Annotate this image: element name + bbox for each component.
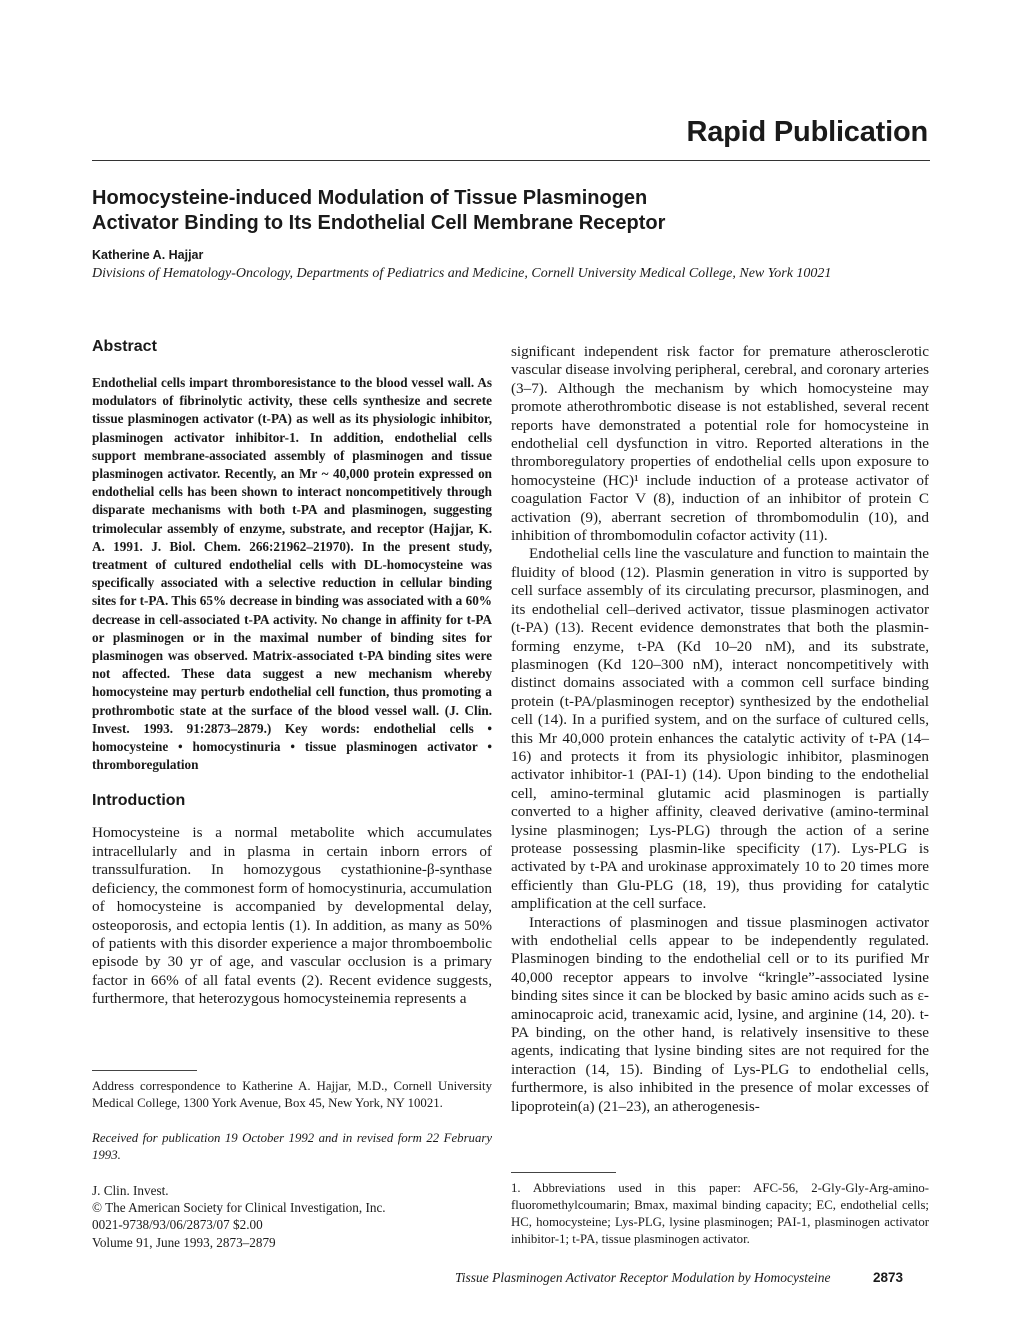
author-name: Katherine A. Hajjar [92, 248, 204, 262]
journal-name: J. Clin. Invest. [92, 1183, 169, 1198]
abstract-text: Endothelial cells impart thromboresistance to the blood vessel wall. As modulators of fibrinolytic activity, these cells synthesize and secrete tissue plasminogen activator (t-PA) as well as its physiologic inhibitor, plasminogen activator inhibitor-1. In addition, endothelial cells support membrane-associated assembly of plasminogen and tissue plasminogen activator. Recently, an Mr ~ 40,000 protein expressed on endothelial cells has been shown to interact noncompetitively through disparate mechanisms with both t-PA and plasminogen, suggesting trimolecular assembly of enzyme, substrate, and receptor (Hajjar, K. A. 1991. J. Biol. Chem. 266:21962–21970). In the present study, treatment of cultured endothelial cells with DL-homocysteine was specifically associated with a selective reduction in cellular binding sites for t-PA. This 65% decrease in binding was associated with a 60% decrease in cell-associated t-PA activity. No change in affinity for t-PA or plasminogen or in the maximal number of binding sites for plasminogen was observed. Matrix-associated t-PA binding sites were not affected. These data suggest a new mechanism whereby homocysteine may perturb endothelial cell function, thus promoting a prothrombotic state at the surface of the blood vessel wall. (J. Clin. Invest. 1993. 91:2873–2879.) Key words: endothelial cells • homocysteine • homocystinuria • tissue plasminogen activator • thromboregulation [92, 375, 492, 773]
body-paragraph-1: significant independent risk factor for premature atherosclerotic vascular disease involving peripheral, cerebral, and coronary arteries (3–7). Although the mechanism by which homocysteine may promote atherothrombotic disease is not established, several recent reports have demonstrated a potential role for homocysteine in endothelial cell dysfunction in vitro. Reported alterations in the thromboregulatory properties of endothelial cells upon exposure to homocysteine (HC)¹ include induction of a protease activator of coagulation Factor V (8), induction of an inhibitor of protein C activation (9), aberrant secretion of thrombomodulin (10), and inhibition of thrombomodulin cofactor activity (11). [511, 343, 929, 545]
left-column [92, 338, 492, 1009]
article-title [92, 186, 932, 236]
body-paragraph-2: Endothelial cells line the vasculature and function to maintain the fluidity of blood (12). Plasmin generation in vitro is supported by cell surface assembly of its circulating precursor, plasminogen, and its endothelial cell–derived activator, tissue plasminogen activator (t-PA) (13). Recent evidence demonstrates that both the plasmin-forming enzyme, t-PA (Kd 10–20 nM), and its substrate, plasminogen (Kd 120–300 nM), interact noncompetitively with distinct domains associated with a common cell surface binding protein (t-PA/plasminogen receptor) synthesized by the endothelial cell (14). In a purified system, and on the surface of cultured cells, this Mr 40,000 protein enhances the catalytic activity of t-PA (14–16) and protects it from its physiologic inhibitor, plasminogen activator inhibitor-1 (PAI-1) (14). Upon binding to the endothelial cell, amino-terminal glutamic acid plasminogen is partially converted to a higher affinity, cleaved derivative (amino-terminal lysine plasminogen; Lys-PLG) through the action of a serine protease possessing plasmin-like specificity (17). Lys-PLG is activated by t-PA and urokinase approximately 10 to 20 times more efficiently than Glu-PLG (18, 19), thus providing for catalytic amplification at the cell surface. [511, 545, 929, 913]
abstract-heading: Abstract [92, 338, 157, 355]
issn-code: 0021-9738/93/06/2873/07 $2.00 [92, 1217, 263, 1233]
received-date: Received for publication 19 October 1992 and in revised form 22 February 1993. [92, 1131, 492, 1162]
introduction-paragraph: Homocysteine is a normal metabolite which accumulates intracellularly and in plasma in certain inborn errors of transsulfuration. In homozygous cystathionine-β-synthase deficiency, the commonest form of homocystinuria, accumulation of homocysteine is accompanied by developmental delay, osteoporosis, and ectopia lentis (1). In addition, as many as 50% of patients with this disorder experience a major thromboembolic episode by 30 yr of age, and vascular occlusion is a primary factor in 66% of all fatal events (2). Recent evidence suggests, furthermore, that heterozygous homocysteinemia represents a [92, 824, 492, 1008]
volume-line: Volume 91, June 1993, 2873–2879 [92, 1234, 276, 1250]
copyright-line: © The American Society for Clinical Investigation, Inc. [92, 1200, 386, 1216]
header-rule [92, 160, 930, 161]
article-title-line-2: Activator Binding to Its Endothelial Cell Membrane Receptor [92, 212, 666, 234]
page-number: 2873 [873, 1270, 904, 1285]
correspondence-address: Address correspondence to Katherine A. Hajjar, M.D., Cornell University Medical College, 1300 York Avenue, Box 45, New York, NY 10021. [92, 1079, 492, 1110]
body-paragraph-3: Interactions of plasminogen and tissue plasminogen activator with endothelial cells appear to be independently regulated. Plasminogen binding to the endothelial cell or to its purified Mr 40,000 receptor appears to involve “kringle”-associated lysine binding sites since it can be blocked by basic amino acids such as ε-aminocaproic acid, tranexamic acid, lysine, and arginine (14, 20). t-PA binding, on the other hand, is relatively insensitive to these agents, indicating that lysine binding sites are not required for the interaction (14, 15). Binding of Lys-PLG to endothelial cells, furthermore, is also inhibited in the presence of molar excesses of lipoprotein(a) (21–23), an atherogenesis- [511, 913, 929, 1115]
abbreviations-footnote: 1. Abbreviations used in this paper: AFC-56, 2-Gly-Gly-Arg-amino-fluoromethylcoumarin; Bmax, maximal binding capacity; EC, endothelial cells; HC, homocysteine; Lys-PLG, lysine plasminogen; PAI-1, plasminogen activator inhibitor-1; t-PA, tissue plasminogen activator. [511, 1181, 929, 1246]
publication-info [92, 1182, 492, 1251]
article-title-line-1: Homocysteine-induced Modulation of Tissue Plasminogen [92, 187, 648, 209]
introduction-heading: Introduction [92, 792, 186, 810]
author-affiliation: Divisions of Hematology-Oncology, Departments of Pediatrics and Medicine, Cornell University Medical College, New York 10021 [92, 266, 832, 281]
section-label: Rapid Publication [686, 116, 928, 148]
footnote-rule-right [511, 1172, 616, 1173]
footnote-rule-left [92, 1070, 197, 1071]
running-title: Tissue Plasminogen Activator Receptor Modulation by Homocysteine [455, 1270, 831, 1285]
right-column [511, 343, 929, 1116]
